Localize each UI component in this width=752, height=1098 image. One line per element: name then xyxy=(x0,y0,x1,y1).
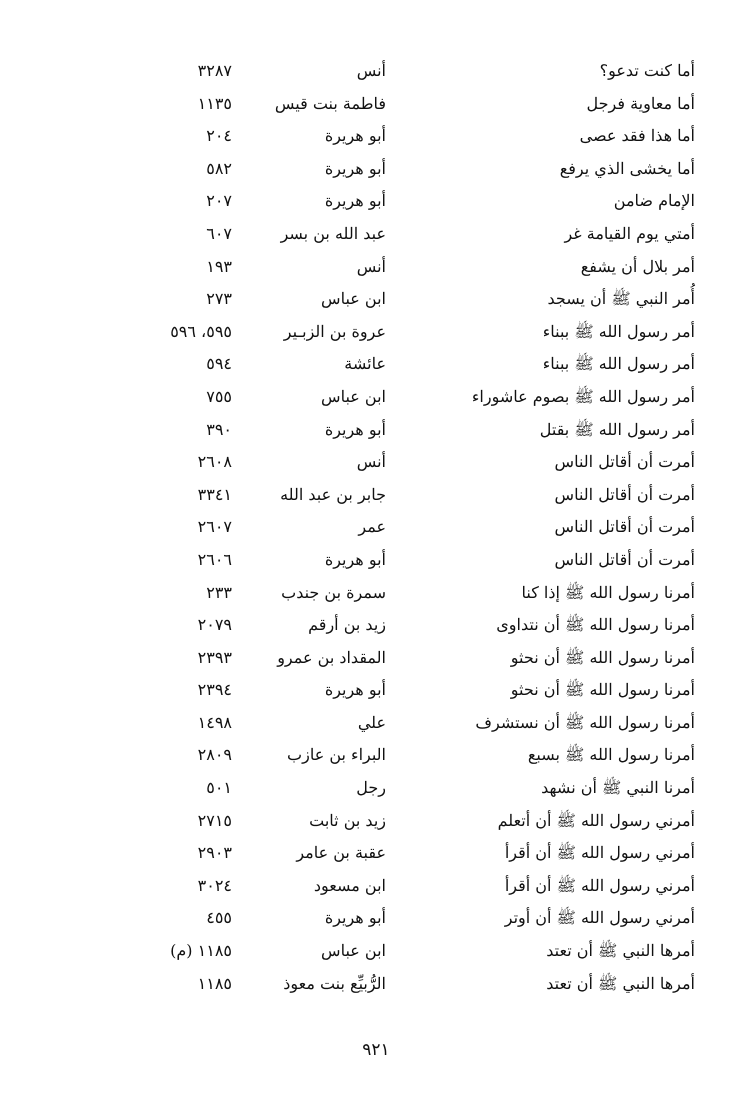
index-row xyxy=(0,968,752,1001)
index-row xyxy=(0,316,752,349)
index-row xyxy=(0,381,752,414)
narrator-name: عمر xyxy=(358,517,386,537)
hadith-number: ٥٠١ xyxy=(206,778,232,798)
index-row xyxy=(0,218,752,251)
index-row xyxy=(0,153,752,186)
hadith-number: ٢٠٤ xyxy=(206,126,232,146)
hadith-text: أمرنا رسول الله ﷺ أن نتداوى xyxy=(496,615,695,635)
index-row xyxy=(0,511,752,544)
hadith-text: أمرنا النبي ﷺ أن نشهد xyxy=(541,778,695,798)
narrator-name: ابن مسعود xyxy=(313,875,386,895)
narrator-name: ابن عباس xyxy=(321,289,386,309)
hadith-text: أمرنا رسول الله ﷺ أن نستشرف xyxy=(475,712,695,732)
hadith-number: ٢٦٠٧ xyxy=(197,517,232,537)
hadith-number: ٥٩٥، ٥٩٦ xyxy=(170,321,232,341)
hadith-text: أمرني رسول الله ﷺ أن أوتر xyxy=(504,908,695,928)
narrator-name: أبو هريرة xyxy=(324,680,386,700)
index-row xyxy=(0,805,752,838)
hadith-number: ٣٠٢٤ xyxy=(197,875,232,895)
hadith-number: ٢٩٠٣ xyxy=(197,843,232,863)
hadith-number: ٢٧٣ xyxy=(206,289,232,309)
hadith-number: ٢٧١٥ xyxy=(197,810,232,830)
narrator-name: أبو هريرة xyxy=(324,158,386,178)
narrator-name: أبو هريرة xyxy=(324,549,386,569)
index-row xyxy=(0,642,752,675)
hadith-text: أمرنا رسول الله ﷺ أن نحثو xyxy=(510,647,695,667)
hadith-number: ٢٦٠٨ xyxy=(197,452,232,472)
narrator-name: أبو هريرة xyxy=(324,908,386,928)
narrator-name: ابن عباس xyxy=(321,941,386,961)
hadith-number: ٣٩٠ xyxy=(206,419,232,439)
hadith-text: أمرني رسول الله ﷺ أن أتعلم xyxy=(497,810,695,830)
index-row xyxy=(0,902,752,935)
hadith-text: أما هذا فقد عصى xyxy=(579,126,695,146)
index-row xyxy=(0,935,752,968)
hadith-text: أما يخشى الذي يرفع xyxy=(559,158,695,178)
index-row xyxy=(0,739,752,772)
narrator-name: عروة بن الزبـير xyxy=(283,321,386,341)
narrator-name: أبو هريرة xyxy=(324,419,386,439)
narrator-name: أنس xyxy=(356,61,386,80)
index-row xyxy=(0,837,752,870)
narrator-name: رجل xyxy=(356,778,386,798)
narrator-name: علي xyxy=(357,712,386,732)
narrator-name: جابر بن عبد الله xyxy=(280,484,386,504)
narrator-name: فاطمة بنت قيس xyxy=(274,93,386,113)
hadith-text: أمرنا رسول الله ﷺ إذا كنا xyxy=(521,582,695,602)
hadith-text: أمرها النبي ﷺ أن تعتد xyxy=(546,941,695,961)
narrator-name: سمرة بن جندب xyxy=(281,582,386,602)
hadith-number: ٢٣٩٤ xyxy=(197,680,232,700)
index-row xyxy=(0,185,752,218)
hadith-number: ٢٠٧ xyxy=(206,191,232,211)
hadith-text: أُمر النبي ﷺ أن يسجد xyxy=(547,289,695,309)
index-row xyxy=(0,414,752,447)
hadith-number: ١٩٣ xyxy=(206,256,232,276)
index-row xyxy=(0,348,752,381)
hadith-text: أمر رسول الله ﷺ ببناء xyxy=(542,354,695,374)
index-row xyxy=(0,251,752,284)
hadith-number: ١١٣٥ xyxy=(197,93,232,113)
narrator-name: زيد بن أرقم xyxy=(308,615,386,635)
hadith-number: ٢٣٣ xyxy=(206,582,232,602)
index-row xyxy=(0,479,752,512)
hadith-number: ٢٠٧٩ xyxy=(197,615,232,635)
narrator-name: عائشة xyxy=(344,354,386,374)
narrator-name: البراء بن عازب xyxy=(287,745,386,765)
hadith-text: أمرت أن أقاتل الناس xyxy=(554,549,695,569)
narrator-name: الرُّبيِّع بنت معوذ xyxy=(283,973,386,993)
hadith-text: أمرنا رسول الله ﷺ أن نحثو xyxy=(510,680,695,700)
hadith-number: ٣٣٤١ xyxy=(197,484,232,504)
index-row xyxy=(0,674,752,707)
hadith-text: أما معاوية فرجل xyxy=(586,93,695,113)
hadith-number: ٤٥٥ xyxy=(206,908,232,928)
hadith-text: أما كنت تدعو؟ xyxy=(599,61,695,80)
hadith-text: أمتي يوم القيامة غر xyxy=(564,223,695,243)
hadith-number: ٢٨٠٩ xyxy=(197,745,232,765)
index-row xyxy=(0,446,752,479)
narrator-name: أنس xyxy=(356,256,386,276)
hadith-text: أمرني رسول الله ﷺ أن أقرأ xyxy=(504,843,695,863)
narrator-name: زيد بن ثابت xyxy=(309,810,386,830)
hadith-number: ٧٥٥ xyxy=(206,386,232,406)
narrator-name: أبو هريرة xyxy=(324,126,386,146)
hadith-text: أمر بلال أن يشفع xyxy=(580,256,695,276)
index-row xyxy=(0,120,752,153)
hadith-number: ١٤٩٨ xyxy=(197,712,232,732)
hadith-text: أمر رسول الله ﷺ بصوم عاشوراء xyxy=(471,386,695,406)
index-row xyxy=(0,55,752,88)
narrator-name: المقداد بن عمرو xyxy=(277,647,386,667)
narrator-name: عبد الله بن بسر xyxy=(280,223,386,243)
hadith-number: ٥٩٤ xyxy=(206,354,232,374)
hadith-number: ٢٣٩٣ xyxy=(197,647,232,667)
hadith-index-list xyxy=(0,55,752,1000)
index-row xyxy=(0,88,752,121)
hadith-number: ١١٨٥ (م) xyxy=(170,941,232,961)
narrator-name: عقبة بن عامر xyxy=(296,843,386,863)
hadith-text: أمرني رسول الله ﷺ أن أقرأ xyxy=(504,875,695,895)
hadith-number: ٦٠٧ xyxy=(206,223,232,243)
hadith-number: ١١٨٥ xyxy=(197,973,232,993)
narrator-name: أنس xyxy=(356,452,386,472)
page-number: ٩٢١ xyxy=(362,1040,390,1060)
hadith-text: أمر رسول الله ﷺ بقتل xyxy=(539,419,695,439)
hadith-number: ٢٦٠٦ xyxy=(197,549,232,569)
index-row xyxy=(0,772,752,805)
hadith-text: أمرت أن أقاتل الناس xyxy=(554,517,695,537)
index-row xyxy=(0,870,752,903)
index-row xyxy=(0,544,752,577)
hadith-number: ٥٨٢ xyxy=(206,158,232,178)
hadith-text: أمرت أن أقاتل الناس xyxy=(554,484,695,504)
index-row xyxy=(0,609,752,642)
narrator-name: أبو هريرة xyxy=(324,191,386,211)
index-row xyxy=(0,707,752,740)
hadith-text: أمر رسول الله ﷺ ببناء xyxy=(542,321,695,341)
narrator-name: ابن عباس xyxy=(321,386,386,406)
hadith-text: أمرنا رسول الله ﷺ بسبع xyxy=(527,745,695,765)
hadith-text: أمرها النبي ﷺ أن تعتد xyxy=(546,973,695,993)
hadith-text: أمرت أن أقاتل الناس xyxy=(554,452,695,472)
index-row xyxy=(0,283,752,316)
index-row xyxy=(0,577,752,610)
hadith-number: ٣٢٨٧ xyxy=(197,61,232,80)
hadith-text: الإمام ضامن xyxy=(613,191,695,211)
